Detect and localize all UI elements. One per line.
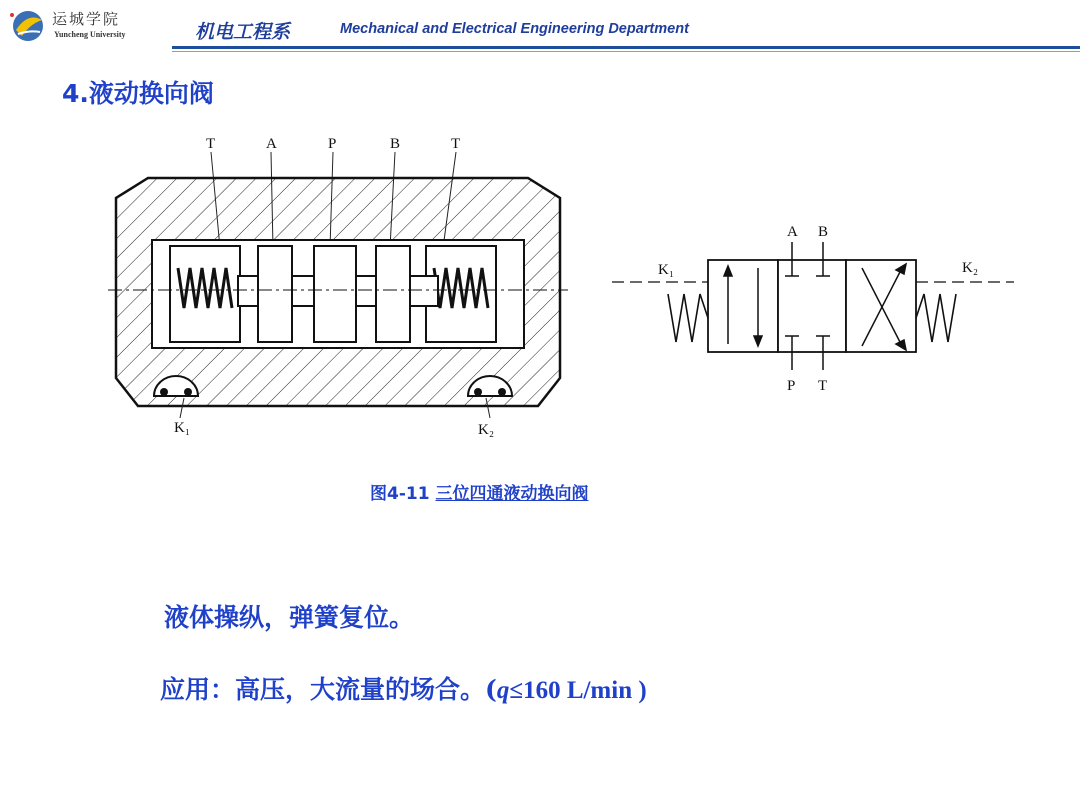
header-divider-thin [172, 51, 1080, 52]
department-name-en: Mechanical and Electrical Engineering Department [340, 21, 689, 37]
symbol-port-t: T [818, 378, 828, 394]
emblem-icon [8, 6, 48, 46]
symbol-control-k1: K₁ [658, 262, 675, 278]
logo-english-name: Yuncheng University [54, 30, 126, 39]
port-label-t-right: T [451, 136, 461, 152]
control-label-k1: K₁ [174, 420, 191, 436]
valve-positions [708, 260, 916, 352]
university-logo [8, 6, 158, 46]
close-paren: ) [632, 677, 647, 704]
caption-prefix: 图4-11 [370, 484, 436, 504]
figure-caption [370, 479, 588, 504]
flow-symbol-q: q [496, 677, 510, 704]
spool [238, 246, 438, 342]
symbol-port-p: P [787, 378, 796, 394]
header-divider [172, 46, 1080, 49]
logo-chinese-name: 运城学院 [52, 10, 121, 28]
symbol-spring-left [668, 294, 708, 342]
department-name-cn: 机电工程系 [195, 21, 291, 43]
symbol-port-a: A [787, 224, 798, 240]
port-label-a: A [266, 136, 277, 152]
port-label-t-left: T [206, 136, 216, 152]
caption-link[interactable]: 三位四通液动换向阀 [435, 484, 589, 504]
symbol-port-b: B [818, 224, 829, 240]
header-bar [0, 0, 1080, 52]
valve-symbol-diagram [610, 218, 1020, 403]
port-label-p: P [328, 136, 337, 152]
control-label-k2: K₂ [478, 422, 495, 438]
body-line-control: 液体操纵，弹簧复位。 [164, 603, 415, 632]
valve-section-diagram [108, 128, 568, 448]
body-line-application [160, 670, 647, 706]
slide-title: 4.液动换向阀 [62, 79, 214, 108]
port-label-b: B [390, 136, 401, 152]
symbol-spring-right [916, 294, 956, 342]
symbol-control-k2: K₂ [962, 260, 979, 276]
flow-limit-value: ≤160 L/min [509, 677, 633, 704]
application-text: 应用：高压，大流量的场合。( [160, 675, 497, 704]
